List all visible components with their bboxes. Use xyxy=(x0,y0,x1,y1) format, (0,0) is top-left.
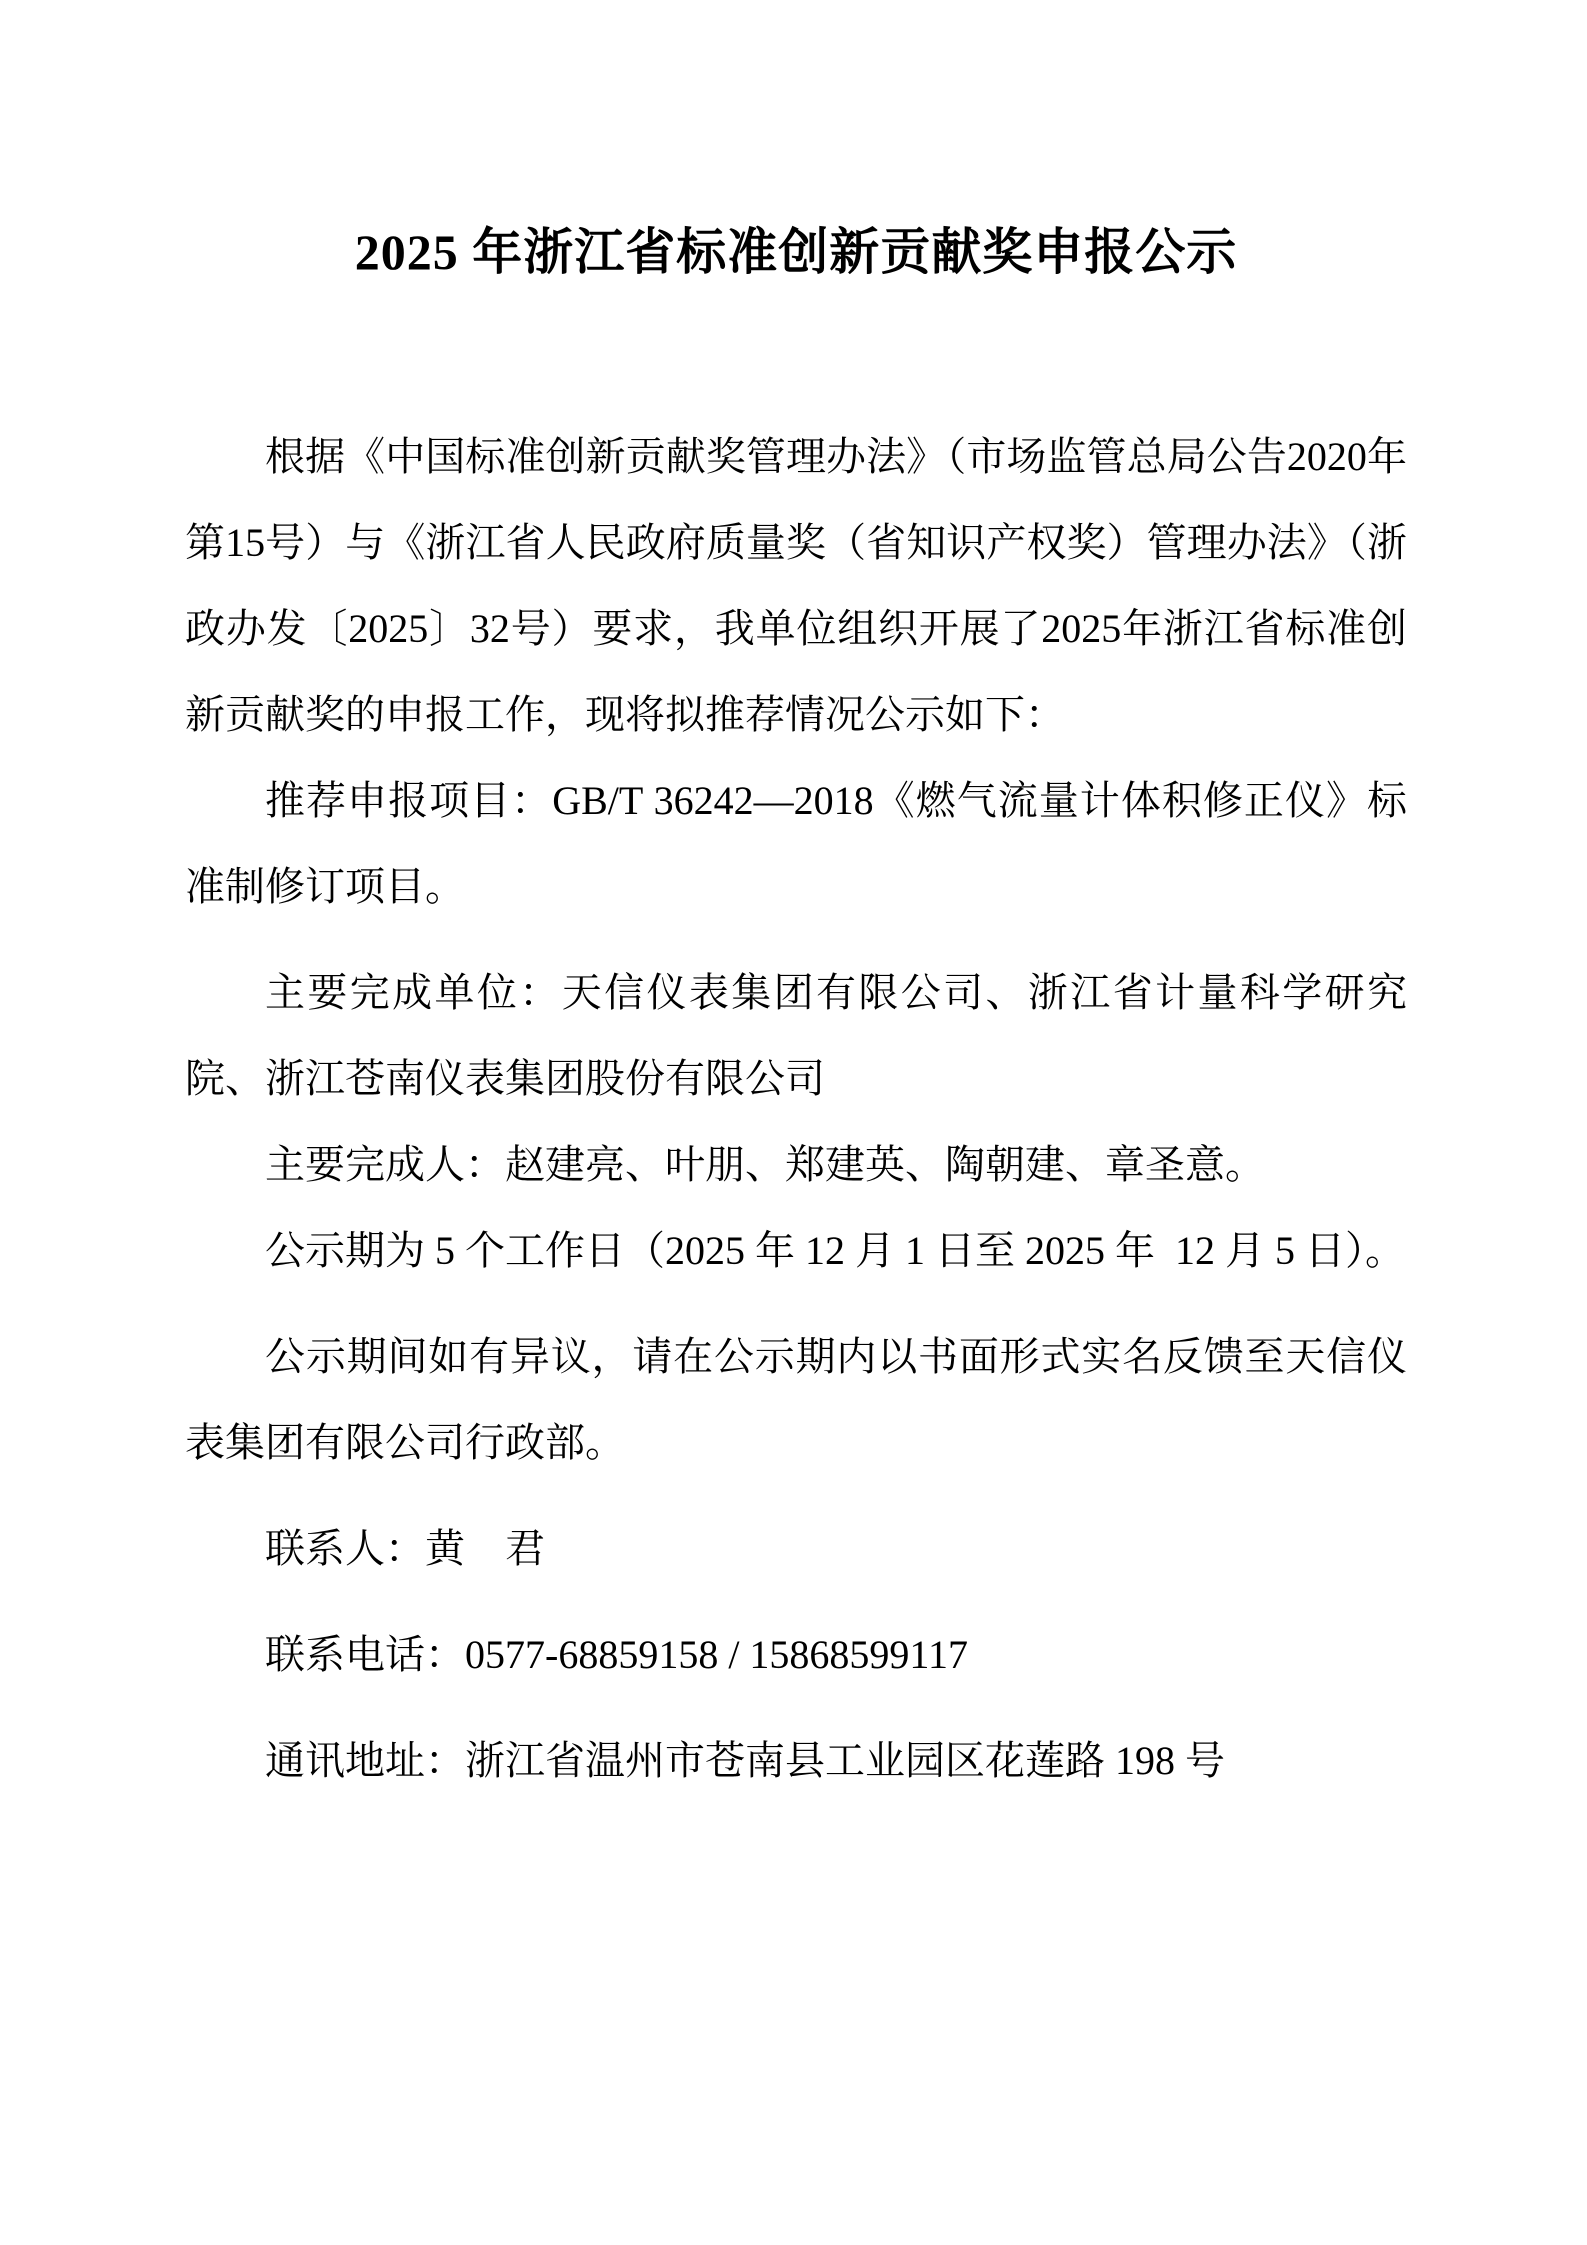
paragraph-project: 推荐申报项目：GB/T 36242—2018《燃气流量计体积修正仪》标准制修订项目。 xyxy=(185,778,1407,909)
paragraph-contact-name: 联系人：黄 君 xyxy=(265,1526,545,1571)
paragraph-main-people: 主要完成人：赵建亮、叶朋、郑建英、陶朝建、章圣意。 xyxy=(265,1142,1265,1187)
paragraph-contact-phone: 联系电话：0577-68859158 / 15868599117 xyxy=(265,1632,968,1677)
paragraph-public-period: 公示期为 5 个工作日（2025 年 12 月 1 日至 2025 年 12 月 5 日）。 xyxy=(265,1228,1405,1273)
document-title: 2025 年浙江省标准创新贡献奖申报公示 xyxy=(354,224,1238,280)
paragraph-contact-address: 通讯地址：浙江省温州市苍南县工业园区花莲路 198 号 xyxy=(265,1738,1225,1783)
paragraph-objection-notice: 公示期间如有异议，请在公示期内以书面形式实名反馈至天信仪表集团有限公司行政部。 xyxy=(185,1334,1407,1465)
paragraph-main-units: 主要完成单位：天信仪表集团有限公司、浙江省计量科学研究院、浙江苍南仪表集团股份有限公司 xyxy=(185,970,1407,1101)
paragraph-intro: 根据《中国标准创新贡献奖管理办法》（市场监管总局公告2020年第15号）与《浙江省人民政府质量奖（省知识产权奖）管理办法》（浙政办发〔2025〕32号）要求，我单位组织开展了2025年浙江省标准创新贡献奖的申报工作，现将拟推荐情况公示如下： xyxy=(185,434,1407,737)
